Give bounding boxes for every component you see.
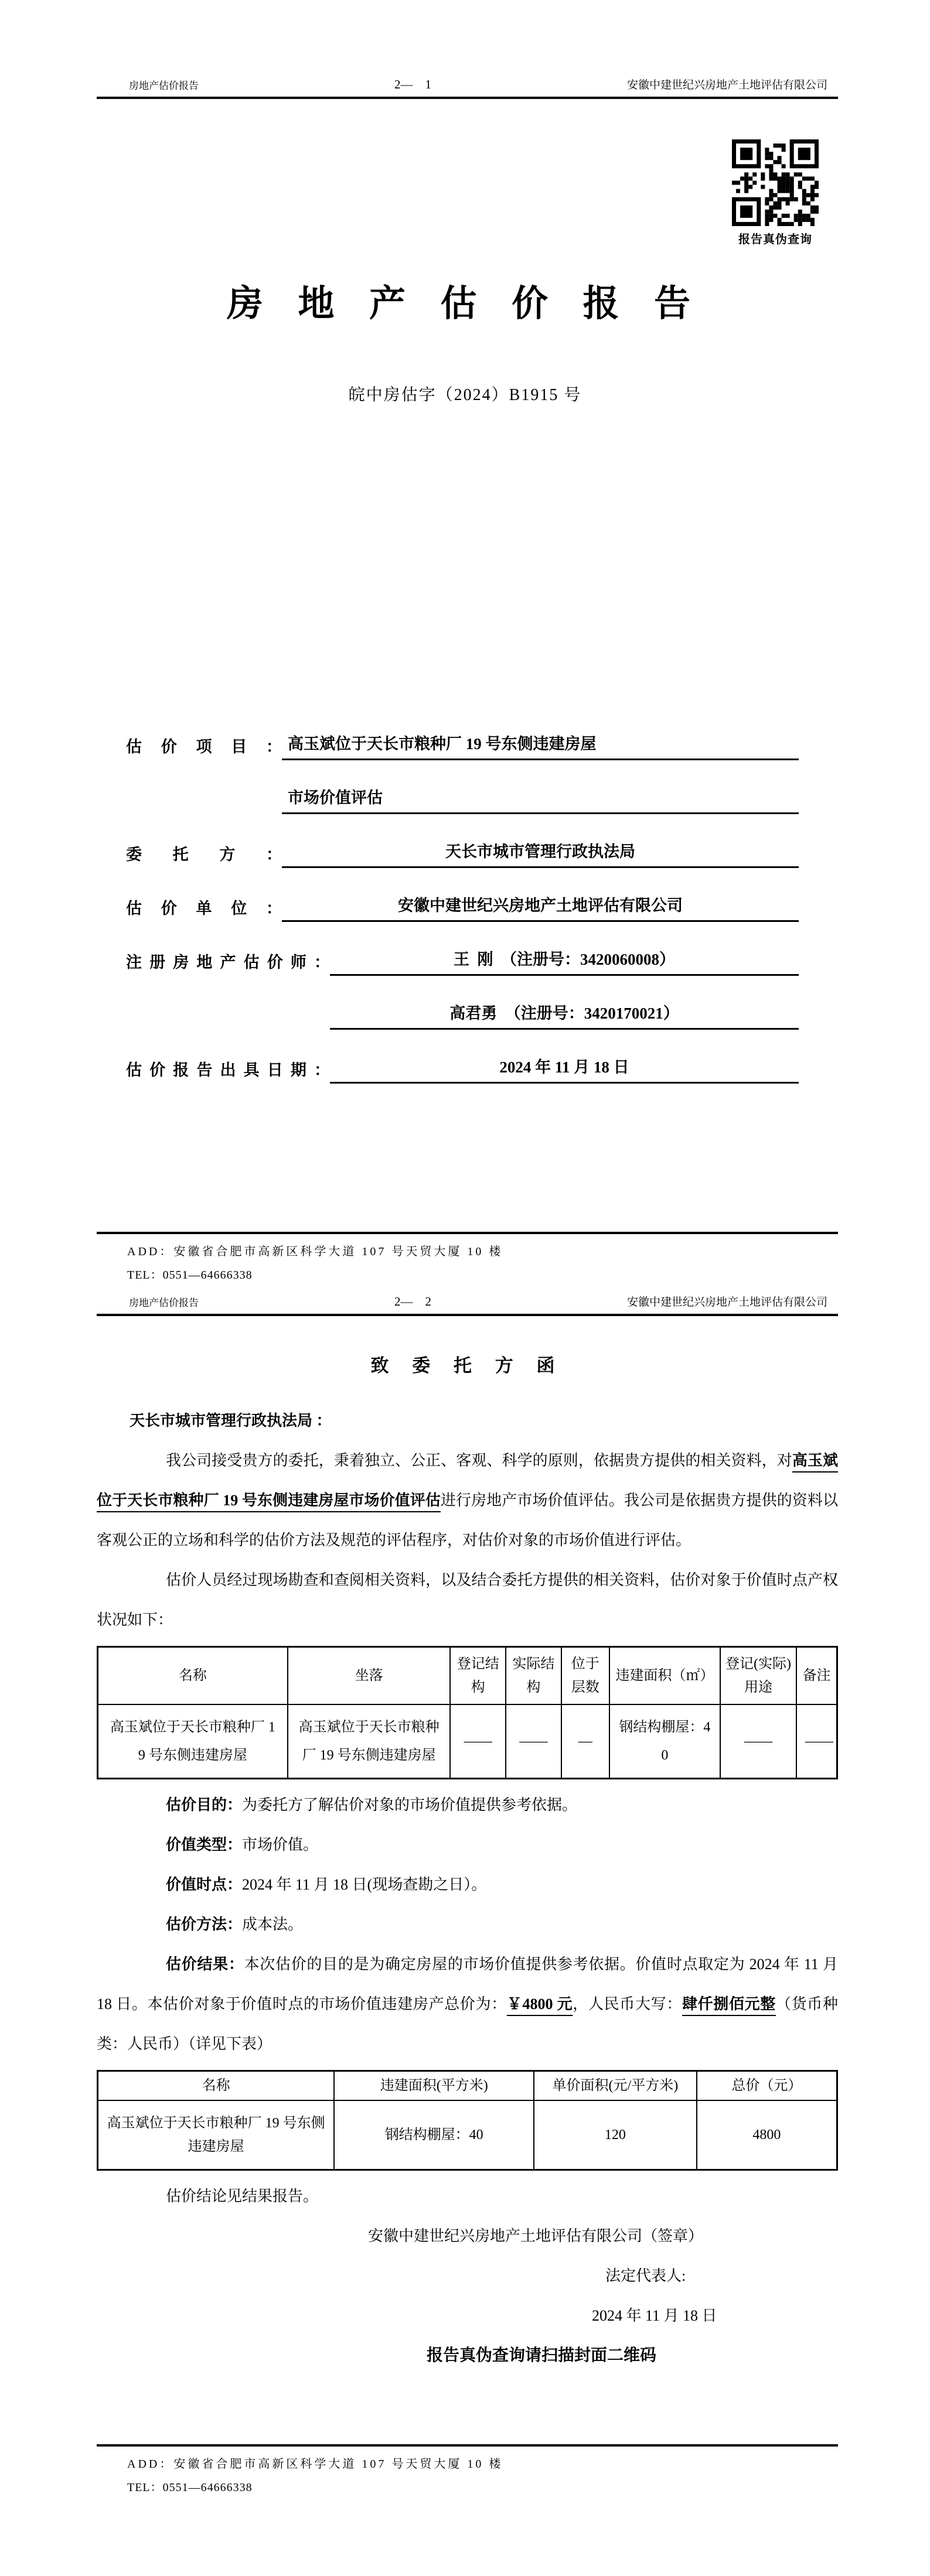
item-text: 为委托方了解估价对象的市场价值提供参考依据。 [242,1796,578,1813]
field-label: 估价项目： [126,738,282,756]
cell-total-price: 4800 [697,2100,837,2170]
signature-legal-rep: 法定代表人: [605,2267,686,2284]
footer-telephone: TEL：0551—64666338 [127,1269,253,1282]
field-appraiser-1 [126,922,799,976]
field-label: 委托方： [126,846,282,863]
field-appraisal-agency [126,868,799,922]
column-header: 违建面积(平方米) [334,2071,534,2101]
cell-illegal-area: 钢结构棚屋：40 [609,1704,720,1779]
qr-verification-block [731,139,820,247]
qr-code-icon [732,139,819,226]
item-label: 价值类型： [166,1836,243,1853]
item-purpose [97,1785,838,1825]
signature-date: 2024 年 11 月 18 日 [592,2307,717,2324]
header-doc-title: 房地产估价报告 [129,80,199,91]
field-value: 高玉斌位于天长市粮种厂 19 号东侧违建房屋 [282,731,799,760]
signature-company: 安徽中建世纪兴房地产土地评估有限公司（签章） [368,2227,704,2244]
table-row [98,1704,837,1779]
closing-line: 估价结论见结果报告。 [166,2188,319,2205]
result-amount: ￥4800 元 [506,1996,573,2013]
cell-reg-structure: —— [450,1704,506,1779]
item-text: 2024 年 11 月 18 日(现场查勘之日）。 [242,1876,487,1893]
result-text: ，人民币大写： [573,1996,682,2013]
field-label [126,811,282,814]
cell-name: 高玉斌位于天长市粮种厂 19 号东侧违建房屋 [98,1704,288,1779]
letter-title: 致 委 托 方 函 [370,1355,564,1376]
column-header: 实际结构 [506,1647,561,1705]
result-text: （货币种类：人民币）（详见下表） [97,1996,838,2052]
item-result [97,1945,838,2064]
field-value: 安徽中建世纪兴房地产土地评估有限公司 [282,893,799,922]
column-header: 备注 [796,1647,837,1705]
item-value-date [97,1865,838,1905]
footer-address: ADD：安徽省合肥市高新区科学大道 107 号天贸大厦 10 楼 [127,1245,503,1258]
item-label: 估价结果： [166,1956,244,1973]
field-label [126,1026,330,1030]
column-header: 单价面积(元/平方米) [534,2071,697,2101]
column-header: 总价（元） [697,2071,837,2101]
field-value: 市场价值评估 [282,785,799,814]
cell-usage: —— [720,1704,796,1779]
item-method [97,1905,838,1945]
page1-header [97,76,838,99]
cell-unit-price: 120 [534,2100,697,2170]
item-text: 市场价值。 [242,1836,319,1853]
footer-telephone: TEL：0551—64666338 [127,2481,253,2494]
column-header: 名称 [98,2071,335,2101]
column-header: 违建面积（㎡） [609,1647,720,1705]
header-company-name: 安徽中建世纪兴房地产土地评估有限公司 [626,1296,827,1309]
paragraph-emphasis: 高玉斌位于天长市粮种厂 19 号东侧违建房屋市场价值评估 [97,1452,838,1509]
header-page-number: 2— 2 [394,1294,431,1309]
scan-note: 报告真伪查询请扫描封面二维码 [427,2346,657,2365]
paragraph-text: 进行房地产市场价值评估。我公司是依据贵方提供的资料以客观公正的立场和科学的估价方法及规范的评估程序，对估价对象的市场价值进行评估。 [97,1492,838,1549]
header-company-name: 安徽中建世纪兴房地产土地评估有限公司 [626,79,827,91]
field-project-cont [126,760,799,814]
property-status-table [97,1646,838,1779]
footer-address: ADD：安徽省合肥市高新区科学大道 107 号天贸大厦 10 楼 [127,2458,503,2471]
cell-remark: —— [796,1704,837,1779]
item-label: 估价方法： [166,1916,243,1933]
page2-footer [97,2444,838,2499]
field-project [126,706,799,760]
field-label: 估价报告出具日期： [126,1061,330,1079]
field-value: 高君勇 （注册号：3420170021） [330,1000,799,1030]
cell-name: 高玉斌位于天长市粮种厂 19 号东侧违建房屋 [98,2100,335,2170]
result-amount-capital: 肆仟捌佰元整 [682,1996,776,2013]
cell-illegal-area: 钢结构棚屋：40 [334,2100,534,2170]
valuation-result-table [97,2070,838,2171]
field-client [126,814,799,868]
cover-form [126,706,799,1084]
field-label: 注册房地产估价师： [126,954,330,971]
header-page-number: 2— 1 [394,77,431,91]
letter-paragraph-2: 估价人员经过现场勘查和查阅相关资料，以及结合委托方提供的相关资料，估价对象于价值时点产权状况如下： [97,1571,838,1628]
item-label: 估价目的： [166,1796,243,1813]
field-label: 估价单位： [126,900,282,917]
field-appraiser-2 [126,976,799,1030]
field-value: 天长市城市管理行政执法局 [282,839,799,868]
table-header-row [98,2071,837,2101]
paragraph-text: 我公司接受贵方的委托，秉着独立、公正、客观、科学的原则，依据贵方提供的相关资料，对 [166,1452,792,1469]
result-text: 本次估价的目的是为确定房屋的市场价值提供参考依据。价值时点取定为 2024 年 11 月 18 日。本估价对象于价值时点的市场价值违建房产总价为： [97,1956,838,2013]
column-header: 名称 [98,1647,288,1705]
qr-caption: 报告真伪查询 [738,233,812,246]
letter-to-client [97,1347,838,2376]
cell-floor: — [561,1704,609,1779]
page2-header [97,1293,838,1316]
column-header: 登记结构 [450,1647,506,1705]
field-issue-date [126,1030,799,1084]
table-row [98,2100,837,2170]
item-value-type [97,1825,838,1865]
column-header: 坐落 [288,1647,451,1705]
cell-location: 高玉斌位于天长市粮种厂 19 号东侧违建房屋 [288,1704,451,1779]
header-doc-title: 房地产估价报告 [129,1297,199,1309]
field-value: 2024 年 11 月 18 日 [330,1054,799,1084]
report-doc-number: 皖中房估字（2024）B1915 号 [348,386,582,404]
item-text: 成本法。 [242,1916,304,1933]
report-title: 房 地 产 估 价 报 告 [226,284,703,324]
field-value: 王 刚 （注册号：3420060008） [330,947,799,976]
letter-paragraph-1 [97,1441,838,1560]
cell-actual-structure: —— [506,1704,561,1779]
table-header-row [98,1647,837,1705]
letter-addressee: 天长市城市管理行政执法局 ： [130,1412,332,1429]
page1-footer [97,1232,838,1287]
item-label: 价值时点： [166,1876,243,1893]
column-header: 登记(实际)用途 [720,1647,796,1705]
column-header: 位于层数 [561,1647,609,1705]
